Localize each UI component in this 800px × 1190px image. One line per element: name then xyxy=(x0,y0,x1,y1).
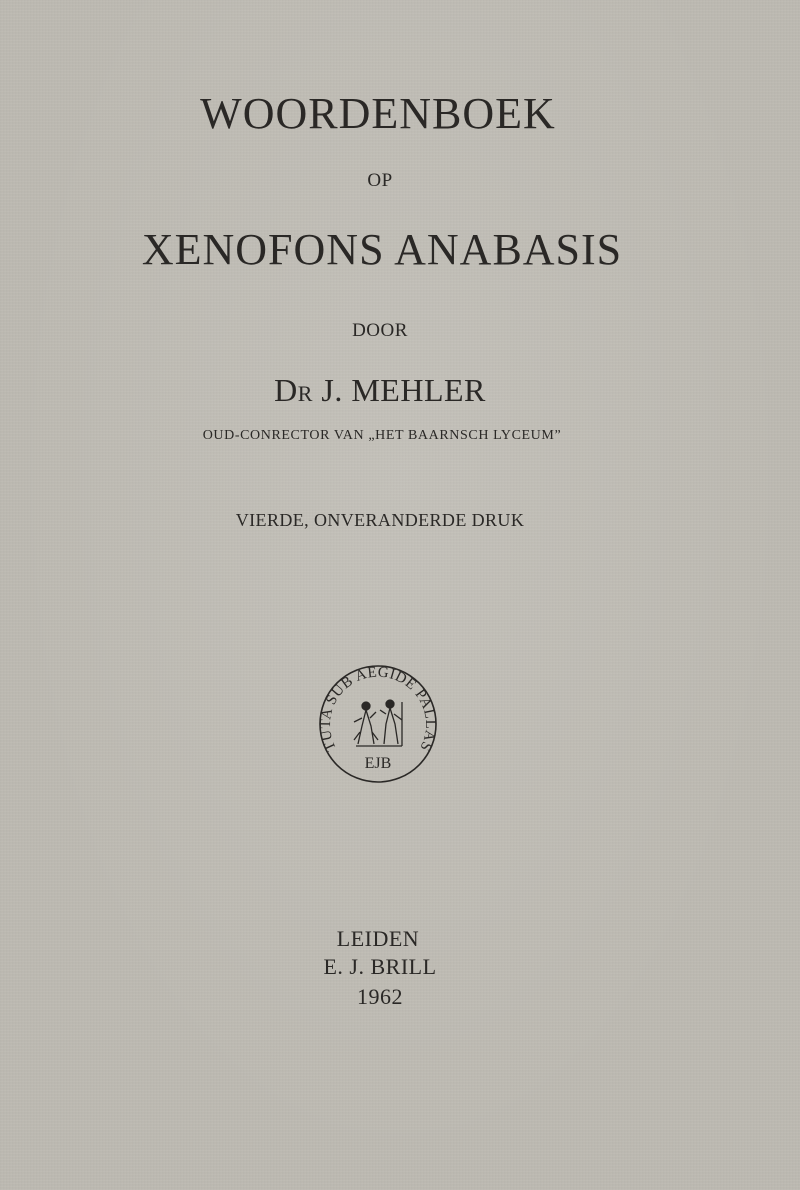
author-name: J. MEHLER xyxy=(321,372,486,408)
seal-motto: TUTA SUB AEGIDE PALLAS xyxy=(317,664,439,754)
imprint-publisher: E. J. BRILL xyxy=(323,954,437,979)
imprint-year: 1962 xyxy=(357,984,403,1009)
edition: VIERDE, ONVERANDERDE DRUK xyxy=(235,510,525,530)
title-connector: OP xyxy=(367,170,393,191)
book-subject: XENOFONS ANABASIS xyxy=(141,225,623,274)
seal-monogram: EJB xyxy=(364,755,392,772)
by-label: DOOR xyxy=(352,320,408,341)
author-prefix: DR xyxy=(274,372,313,408)
svg-text:TUTA SUB AEGIDE PALLAS xyxy=(318,664,438,753)
seal-figures-icon xyxy=(354,700,402,746)
imprint-place: LEIDEN xyxy=(336,926,420,951)
publisher-seal-icon xyxy=(316,662,440,786)
author xyxy=(0,372,780,409)
author-title: OUD-CONRECTOR VAN „HET BAARNSCH LYCEUM” xyxy=(202,428,562,443)
book-title: WOORDENBOEK xyxy=(200,89,556,138)
